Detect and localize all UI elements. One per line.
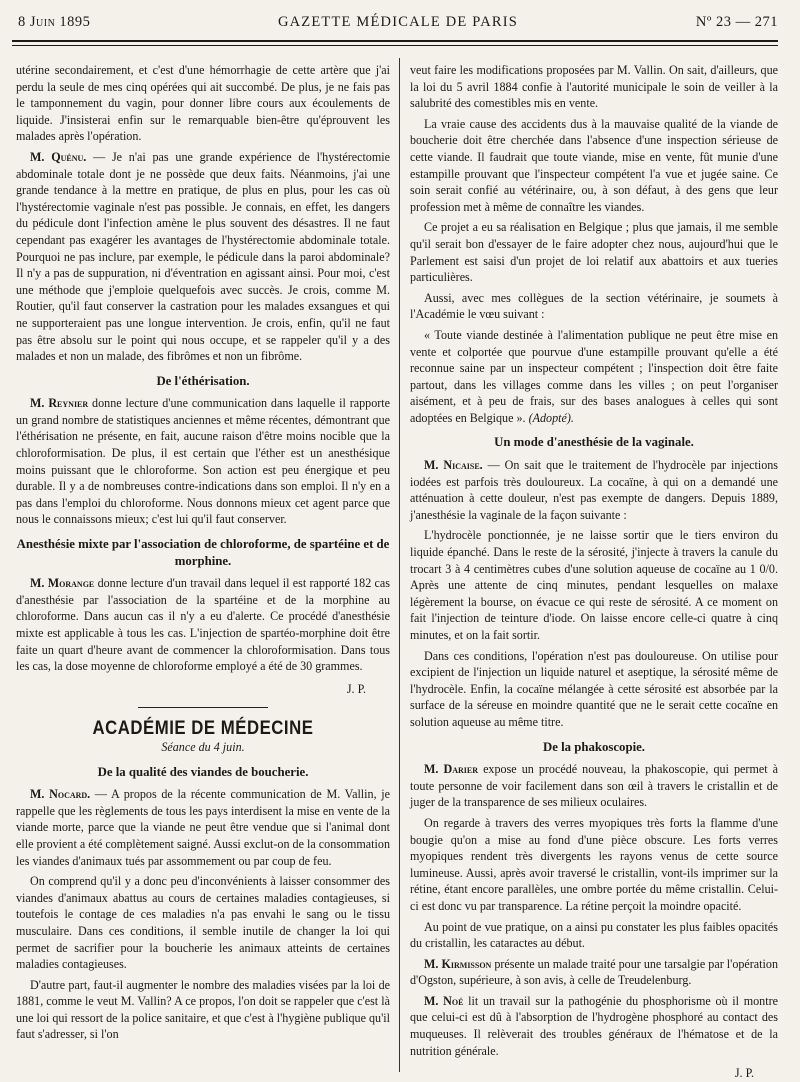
session-date: Séance du 4 juin. — [161, 739, 245, 754]
journal-title: GAZETTE MÉDICALE DE PARIS — [277, 14, 519, 30]
paragraph: Ce projet a eu sa réalisation en Belgique ; plus que jamais, il me semble qu'il serait bon d'essayer de le faire adopter chez nous, aujourd'hui que le Parlement est saisi d'un projet de loi relatif aux abattoirs et aux tueries particulières. — [410, 220, 778, 285]
paragraph — [16, 395, 390, 528]
column-divider — [399, 58, 400, 1072]
issue-page-number: Nº 23 — 271 — [695, 14, 778, 30]
header-rule — [12, 40, 778, 42]
signature: J. P. — [734, 1066, 754, 1081]
paragraph-text: donne lecture d'une communication dans laquelle il rapporte un grand nombre de statistiques anciennes et même récentes, démontrant que l'éthérisation ne présente, en fait, aucune raison d'être moins nocible que la chloroformisation. De plus, il est certain que l'éther est un anesthésique moins puissant que le chloroforme. Son action est peu énergique et peu durable. Il y a de nombreuses contre-indications dans son emploi. Il n'y en a pas dans l'emploi du chloroforme. Nous donnons mieux cet agent parce que nous le connaissons mieux; c'est lui qu'il faut conserver. — [16, 396, 391, 527]
right-column — [410, 62, 778, 1081]
adopted-note: (Adopté). — [528, 410, 574, 425]
section-heading: De l'éthérisation. — [156, 373, 250, 388]
page-header — [18, 14, 778, 38]
speaker-name: M. Nocard. — [30, 787, 91, 802]
speaker-name: M. Darier — [424, 762, 479, 777]
paragraph — [410, 956, 778, 989]
signature: J. P. — [346, 681, 366, 696]
speaker-name: M. Nicaise. — [424, 458, 483, 473]
section-rule — [138, 707, 268, 708]
issue-date: 8 Juin 1895 — [18, 14, 91, 30]
paragraph: Aussi, avec mes collègues de la section vétérinaire, je soumets à l'Académie le vœu suivant : — [410, 290, 778, 322]
paragraph — [16, 575, 390, 675]
paragraph-text: donne lecture d'un travail dans lequel il est rapporté 182 cas d'anesthésie par l'association de la spartéine et de la morphine au chloroforme. Dans aucun cas il n'y a eu d'alerte. Ce procédé d'anesthésie mixte est applicable à tous les cas. L'injection de spartéo-morphine doit être faite un quart d'heure avant de commencer la chloroformisation. Dans tous les cas, la dose moyenne de chloroforme employé a été de 30 grammes. — [16, 576, 390, 674]
section-heading: De la phakoscopie. — [542, 739, 646, 754]
paragraph-text: — Je n'ai pas une grande expérience de l'hystérectomie abdominale totale dont je ne possède que deux faits. Néanmoins, j'ai une grande tendance à la mettre en pratique, de plus en plus, pour les cas où l'hystérectomie vaginale n'est pas possible. Je connais, en effet, les dangers du pédicule dont l'infection amène le plus souvent des désastres. Il ne faut cependant pas exagérer les avantages de l'hystérectomie abdominale totale. Pourquoi ne pas inclure, par exemple, le pédicule dans la paroi abdominale? Il n'y a pas de suppuration, ni d'éventration en agissant ainsi. Pour moi, c'est une méthode que j'emploie quelquefois avec succès. Je crois, comme M. Routier, qu'il faut conserver la castration pour les malades exsangues et qui ne supporteraient pas une longue intervention. Je crois, enfin, qu'il ne faut pas être absolu sur le point qui nous occupe, et se rappeler qu'il y a des malades et non un malade, des fibrômes et non un fibrôme. — [16, 149, 390, 364]
paragraph-text: présente un malade traité pour une tarsalgie par l'opération d'Ogston, supérieure, à son avis, à celle de Treudelenburg. — [410, 956, 778, 988]
paragraph — [410, 993, 778, 1059]
section-heading: Un mode d'anesthésie de la vaginale. — [494, 435, 694, 450]
paragraph-text: « Toute viande destinée à l'alimentation publique ne peut être mise en vente et colportée que pourvue d'une estampille prouvant qu'elle a été reconnue saine par un inspecteur compétent ; l'inspection doit être faite partout, dans les villages comme dans les villes ; on peut l'organiser aisément, et à peu de frais, sur des bases analogues à celles qui sont adoptées en Belgique ». — [410, 327, 778, 425]
paragraph: veut faire les modifications proposées par M. Vallin. On sait, d'ailleurs, que la loi du 5 avril 1884 confie à l'autorité municipale le soin de veiller à la salubrité des comestibles mis en vente. — [410, 63, 778, 111]
speaker-name: M. Noé — [424, 993, 464, 1008]
paragraph: On comprend qu'il y a donc peu d'inconvénients à laisser consommer des viandes d'animaux abattus au cours de certaines maladies contagieuses, si toutefois le contage de ces maladies n'a pas envahi le sang ou le tissu musculaire. Dans ces conditions, il semble inutile de changer la loi qui permet de sacrifier pour la boucherie les animaux atteints de certaines maladies contagieuses. — [16, 874, 390, 972]
paragraph: Au point de vue pratique, on a ainsi pu constater les plus faibles opacités du cristallin, les cataractes au début. — [410, 919, 778, 951]
paragraph-text: — A propos de la récente communication de M. Vallin, je rappelle que les règlements de tous les pays interdisent la mise en vente de la viande morte, parce que la viande ne peut être vendue que si l'animal dont elle provient a été complètement saigné. Aussi exclut-on de la consommation les viandes d'animaux tués par assommement ou par coup de feu. — [16, 787, 390, 868]
paragraph — [16, 786, 390, 869]
paragraph: utérine secondairement, et c'est d'une hémorrhagie de cette artère que j'ai perdu la seule de mes cinq opérées qui ait succombé. De plus, je ne fais pas le tamponnement du vagin, pour donner libre cours aux écoulements de liquide. J'insisterai enfin sur le remarquable bien-être qu'éprouvent les malades après l'opération. — [16, 63, 390, 144]
section-heading: De la qualité des viandes de boucherie. — [97, 764, 309, 779]
section-heading: Anesthésie mixte par l'association de chloroforme, de spartéine et de morphine. — [16, 537, 390, 568]
paragraph: Dans ces conditions, l'opération n'est pas douloureuse. On utilise pour excipient de l'injection un liquide naturel et aseptique, la sérosité même de l'hydrocèle. Enfin, la cocaïne mélangée à cette sérosité est absorbée par la surface de la séreuse en moindre quantité que ne le serait cette cocaïne en solution aqueuse au même titre. — [410, 648, 778, 729]
academy-title: ACADÉMIE DE MÉDECINE — [92, 717, 314, 740]
paragraph-text: — On sait que le traitement de l'hydrocèle par injections iodées est parfois très douloureux. La cocaïne, à qui on a demandé une atténuation à cette douleur, n'est pas exempte de dangers. Depuis 1889, j'anesthésie la vaginale de la façon suivante : — [410, 458, 778, 522]
paragraph-text: expose un procédé nouveau, la phakoscopie, qui permet à toute personne de voir facilement dans son œil à travers le cristallin et de juger de la transparence de ses milieux oculaires. — [410, 762, 778, 810]
left-column — [16, 62, 390, 1068]
resolution-quote — [410, 327, 778, 427]
paragraph — [16, 149, 390, 365]
speaker-name: M. Reynier — [30, 396, 89, 411]
paragraph: L'hydrocèle ponctionnée, je ne laisse sortir que le tiers environ du liquide épanché. Dans le reste de la sérosité, j'injecte à travers la canule du trocart 3 à 4 centimètres cubes d'une solution aqueuse de cocaïne au 1 0/0. Après une attente de cinq minutes, pendant lesquelles on malaxe légèrement la bourse, on évacue ce qui reste de sérosité. A ce moment on fait l'injection de teinture d'iode. On laisse encore celle-ci quatre à cinq minutes, et on la fait sortir. — [410, 528, 778, 642]
speaker-name: M. Kirmisson — [424, 956, 492, 971]
paragraph-text: lit un travail sur la pathogénie du phosphorisme où il montre que celui-ci est dû à l'absorption de l'hydrogène phosphoré au contact des muqueuses. Il relèverait des troubles généraux de l'hématose et de la nutrition générale. — [410, 993, 778, 1058]
paragraph: La vraie cause des accidents dus à la mauvaise qualité de la viande de boucherie doit être cherchée dans l'absence d'une inspection sérieuse de cette viande. Il faudrait que toute viande, mise en vente, fût munie d'une estampille prouvant que l'inspecteur compétent l'a vue et jugée saine. Ce soin serait confié au vétérinaire, ou, à son défaut, à des gens que leur profession met à même de connaître les viandes. — [410, 116, 778, 214]
paragraph — [410, 457, 778, 523]
paragraph — [410, 761, 778, 811]
paragraph: On regarde à travers des verres myopiques très forts la flamme d'une bougie qu'on a mise au fond d'une pièce obscure. Les forts verres myopiques rendent très divergents les rayons venus de cette source lumineuse. Aussi, après avoir traversé le cristallin, vont-ils imprimer sur la rétine, étant encore parallèles, une ombre portée du même cristallin. Celui-ci est donc vu par transparence. La rétine perçoit la moindre opacité. — [410, 815, 778, 913]
speaker-name: M. Quénu. — [30, 149, 87, 164]
header-rule-thin — [12, 45, 778, 46]
speaker-name: M. Morange — [30, 576, 95, 591]
paragraph: D'autre part, faut-il augmenter le nombre des maladies visées par la loi de 1881, comme le veut M. Vallin? A ce propos, l'on doit se rappeler que c'est là une loi qui ressort de la police sanitaire, et que c'est à l'hygiène publique qu'il faut s'adresser, si l'on — [16, 977, 390, 1042]
